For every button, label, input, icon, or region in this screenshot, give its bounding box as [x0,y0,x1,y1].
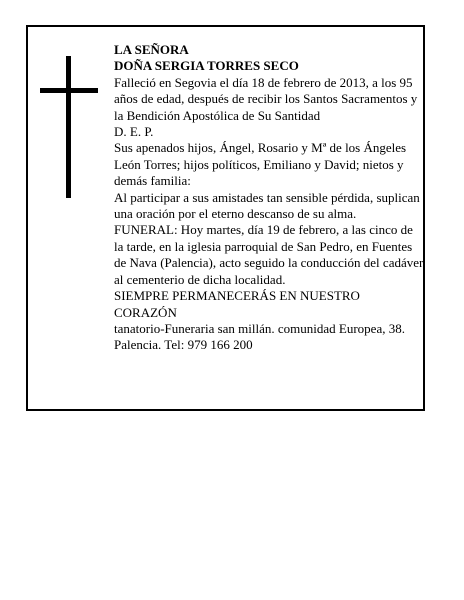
epitaph: SIEMPRE PERMANECERÁS EN NUESTRO CORAZÓN [114,288,360,320]
death-details: Falleció en Segovia el día 18 de febrero de 2013, a los 95 años de edad, después de recibir los Santos Sacramentos y la Bendición Apostólica de Su Santidad [114,74,418,123]
cross-vertical-bar [66,56,71,198]
notice-text [114,42,424,354]
cross-horizontal-bar [40,88,98,93]
notice-heading: LA SEÑORA [114,42,189,57]
funeral-details: FUNERAL: Hoy martes, día 19 de febrero, a las cinco de la tarde, en la iglesia parroquial de San Pedro, en Fuentes de Nava (Palencia), acto seguido la conducción del cadáver al cementerio de dicha localidad. [114,222,424,287]
rip-text: D. E. P. [114,124,154,140]
funeral-home-contact: tanatorio-Funeraria san millán. comunidad Europea, 38. Palencia. Tel: 979 166 200 [114,320,405,353]
prayer-request: Al participar a sus amistades tan sensible pérdida, suplican una oración por el eterno descanso de su alma. [114,189,420,222]
obituary-notice [26,25,425,411]
deceased-name: DOÑA SERGIA TORRES SECO [114,58,299,74]
cross-icon [40,56,98,198]
family-list: Sus apenados hijos, Ángel, Rosario y Mª de los Ángeles León Torres; hijos políticos, Emiliano y David; nietos y demás familia: [114,140,407,189]
